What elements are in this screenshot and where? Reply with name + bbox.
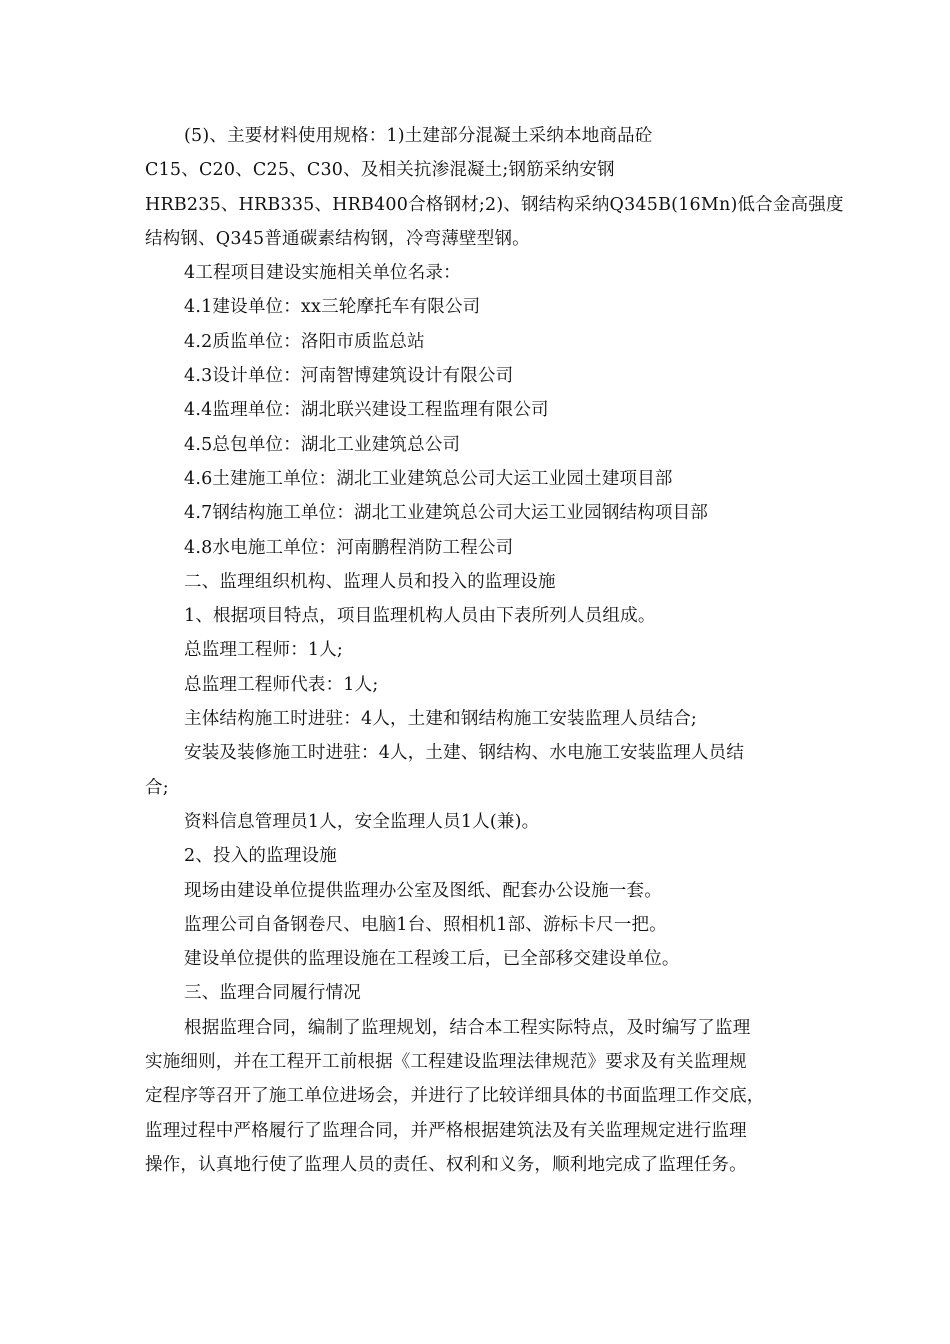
paragraph-line: C15、C20、C25、C30、及相关抗渗混凝土;钢筋采纳安钢 bbox=[145, 160, 615, 181]
section-heading: 4工程项目建设实施相关单位名录： bbox=[184, 263, 461, 284]
paragraph-line: 监理过程中严格履行了监理合同，并严格根据建筑法及有关监理规定进行监理 bbox=[145, 1120, 747, 1141]
document-body bbox=[145, 119, 844, 1182]
paragraph-line: 监理公司自备钢卷尺、电脑1台、照相机1部、游标卡尺一把。 bbox=[184, 914, 667, 935]
paragraph-line: 实施细则，并在工程开工前根据《工程建设监理法律规范》要求及有关监理规 bbox=[145, 1052, 747, 1073]
list-item: 4.5总包单位：湖北工业建筑总公司 bbox=[184, 434, 461, 455]
list-item: 总监理工程师代表：1人; bbox=[184, 674, 379, 695]
section-heading: 2、投入的监理设施 bbox=[184, 846, 337, 867]
list-item: 4.8水电施工单位：河南鹏程消防工程公司 bbox=[184, 537, 514, 558]
list-item: 安装及装修施工时进驻：4人，土建、钢结构、水电施工安装监理人员结 bbox=[184, 743, 745, 764]
list-item: 资料信息管理员1人，安全监理人员1人(兼)。 bbox=[184, 811, 540, 832]
list-item: 4.4监理单位：湖北联兴建设工程监理有限公司 bbox=[184, 400, 549, 421]
list-item: 4.7钢结构施工单位：湖北工业建筑总公司大运工业园钢结构项目部 bbox=[184, 503, 709, 524]
section-heading: 二、监理组织机构、监理人员和投入的监理设施 bbox=[184, 571, 556, 592]
list-item: 主体结构施工时进驻：4人，土建和钢结构施工安装监理人员结合; bbox=[184, 709, 698, 730]
paragraph-line: 根据监理合同，编制了监理规划，结合本工程实际特点，及时编写了监理 bbox=[184, 1017, 751, 1038]
paragraph-line: HRB235、HRB335、HRB400合格钢材;2)、钢结构采纳Q345B(16Mn)低合金高强度 bbox=[145, 194, 844, 215]
paragraph-line: 合; bbox=[145, 777, 169, 798]
paragraph-line: 建设单位提供的监理设施在工程竣工后，已全部移交建设单位。 bbox=[184, 949, 680, 970]
list-item: 4.3设计单位：河南智博建筑设计有限公司 bbox=[184, 366, 514, 387]
paragraph-line: 结构钢、Q345普通碳素结构钢，冷弯薄壁型钢。 bbox=[145, 228, 530, 249]
paragraph-line: 定程序等召开了施工单位进场会，并进行了比较详细具体的书面监理工作交底， bbox=[145, 1086, 765, 1107]
list-item: 4.6土建施工单位：湖北工业建筑总公司大运工业园土建项目部 bbox=[184, 468, 673, 489]
paragraph-line: (5)、主要材料使用规格：1)土建部分混凝土采纳本地商品砼 bbox=[184, 126, 653, 146]
paragraph-line: 操作，认真地行使了监理人员的责任、权利和义务，顺利地完成了监理任务。 bbox=[145, 1154, 747, 1175]
list-item: 4.2质监单位：洛阳市质监总站 bbox=[184, 331, 425, 352]
list-item: 总监理工程师：1人; bbox=[184, 640, 344, 661]
list-item: 4.1建设单位：xx三轮摩托车有限公司 bbox=[184, 297, 481, 318]
paragraph-line: 现场由建设单位提供监理办公室及图纸、配套办公设施一套。 bbox=[184, 880, 662, 901]
paragraph-line: 1、根据项目特点，项目监理机构人员由下表所列人员组成。 bbox=[184, 606, 656, 627]
section-heading: 三、监理合同履行情况 bbox=[184, 983, 361, 1004]
